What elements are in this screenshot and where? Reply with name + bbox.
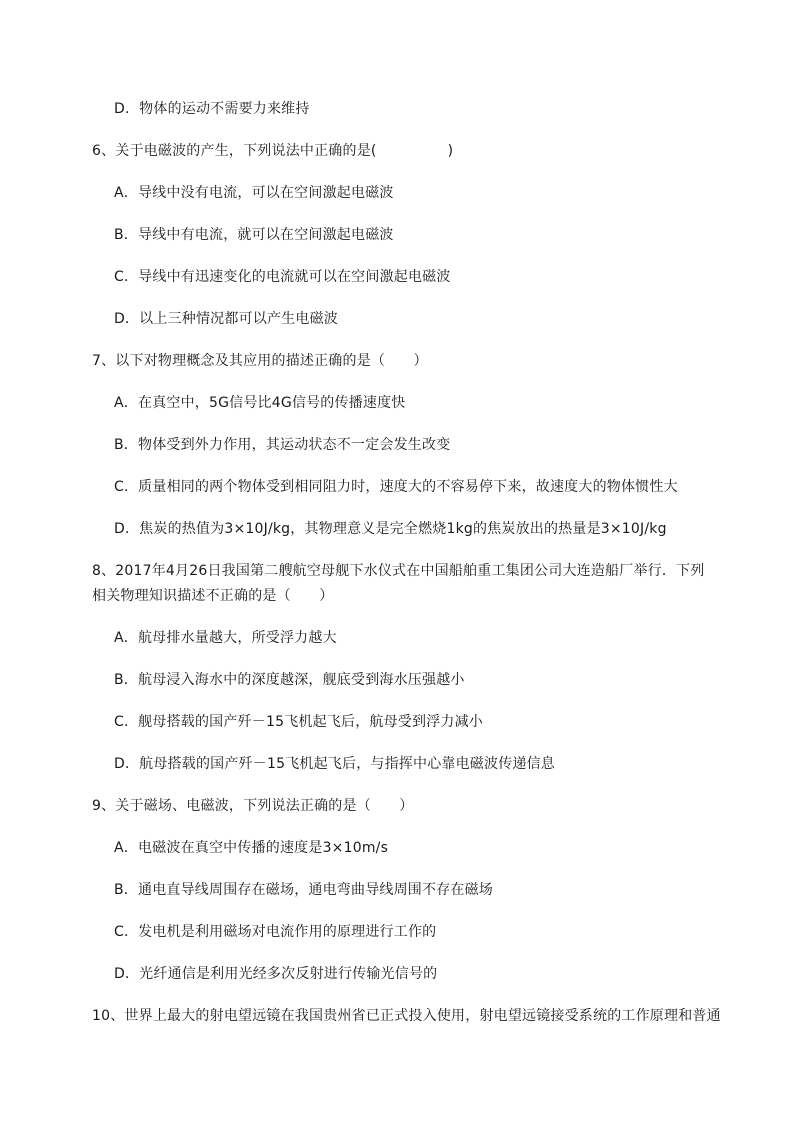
q6-option-a: A．导线中没有电流，可以在空间激起电磁波 — [114, 185, 394, 201]
q6-option-d: D．以上三种情况都可以产生电磁波 — [114, 311, 338, 327]
question-8-stem: 8、2017年4月26日我国第二艘航空母舰下水仪式在中国船舶重工集团公司大连造船厂举行．下列 — [92, 563, 705, 579]
q8-option-a: A．航母排水量越大，所受浮力越大 — [114, 630, 337, 646]
q9-option-c: C．发电机是利用磁场对电流作用的原理进行工作的 — [114, 924, 437, 940]
q8-option-d: D．航母搭载的国产歼－15飞机起飞后，与指挥中心靠电磁波传递信息 — [114, 756, 555, 772]
question-8-stem-cont: 相关物理知识描述不正确的是（ ） — [92, 588, 334, 604]
question-9-stem: 9、关于磁场、电磁波，下列说法正确的是（ ） — [92, 798, 414, 814]
q6-option-b: B．导线中有电流，就可以在空间激起电磁波 — [114, 227, 394, 243]
q7-option-c: C．质量相同的两个物体受到相同阻力时，速度大的不容易停下来，故速度大的物体惯性大 — [114, 479, 678, 495]
q9-option-d: D．光纤通信是利用光经多次反射进行传输光信号的 — [114, 966, 438, 982]
q6-option-c: C．导线中有迅速变化的电流就可以在空间激起电磁波 — [114, 269, 451, 285]
q9-option-a: A．电磁波在真空中传播的速度是3×10m/s — [114, 840, 389, 856]
q7-option-b: B．物体受到外力作用，其运动状态不一定会发生改变 — [114, 437, 451, 453]
question-6-stem: 6、关于电磁波的产生，下列说法中正确的是( ) — [92, 143, 454, 159]
q8-option-c: C．舰母搭载的国产歼－15飞机起飞后，航母受到浮力减小 — [114, 714, 483, 730]
q7-option-d: D．焦炭的热值为3×10J/kg，其物理意义是完全燃烧1kg的焦炭放出的热量是3×10J/kg — [114, 521, 667, 537]
q7-option-a: A．在真空中，5G信号比4G信号的传播速度快 — [114, 395, 406, 411]
q9-option-b: B．通电直导线周围存在磁场，通电弯曲导线周围不存在磁场 — [114, 882, 494, 898]
question-10-stem: 10、世界上最大的射电望远镜在我国贵州省已正式投入使用，射电望远镜接受系统的工作原理和普通 — [92, 1008, 721, 1024]
q8-option-b: B．航母浸入海水中的深度越深，舰底受到海水压强越小 — [114, 672, 465, 688]
q5-option-d: D．物体的运动不需要力来维持 — [114, 101, 310, 117]
question-7-stem: 7、以下对物理概念及其应用的描述正确的是（ ） — [92, 353, 428, 369]
